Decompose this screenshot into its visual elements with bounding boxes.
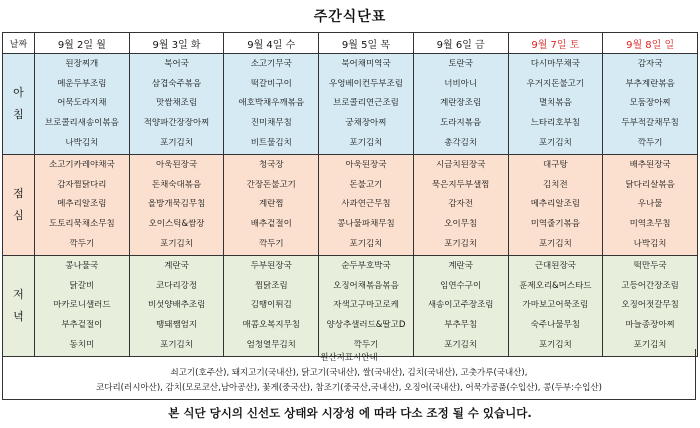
menu-item: 북어채미역국 [341,59,391,70]
dinner-cell-sat [508,256,603,357]
menu-item: 적양파간장장아찌 [143,118,210,129]
menu-item: 포기김치 [444,339,478,350]
menu-item-list [35,256,129,356]
menu-item: 감자찜닭다리 [57,179,107,190]
menu-item: 포기김치 [349,137,383,148]
menu-item-list [224,155,318,255]
menu-item-list [224,54,318,154]
menu-item: 부추겉절이 [61,320,103,331]
menu-item: 고등어간장조림 [621,280,679,291]
menu-item-list [414,54,508,154]
menu-item: 깍두기 [258,238,284,249]
menu-item: 브로콜리연근조림 [333,98,399,109]
menu-item: 포기김치 [538,137,572,148]
menu-item-list [35,155,129,255]
menu-item: 나박김치 [65,137,99,148]
meal-label-char: 저 [13,288,24,301]
lunch-label [3,155,35,256]
menu-item: 두부적갈채무침 [621,118,679,129]
breakfast-label [3,54,35,155]
menu-item: 소고기무국 [250,59,292,70]
menu-item: 오징어젓갈무침 [621,300,679,311]
menu-item: 콩나물파채무침 [337,219,395,230]
day-header-sun: 9월 8일 일 [603,33,698,54]
menu-item: 훈제오리&머스타드 [519,280,592,291]
menu-item: 감자전 [448,199,473,210]
meal-label-char: 심 [13,209,24,222]
lunch-cell-sat [508,155,603,256]
menu-item: 마카로니샐러드 [53,300,111,311]
breakfast-cell-thu [319,54,414,155]
menu-item: 닭다리살볶음 [625,179,675,190]
menu-item-list [509,155,603,255]
breakfast-cell-tue [129,54,224,155]
menu-item: 메추리알조림 [530,199,580,210]
menu-item: 땡돼쨈엄지 [156,320,198,331]
menu-item: 계란국 [448,261,473,272]
menu-item: 사과연근무침 [341,199,391,210]
menu-item: 콩나물국 [65,261,99,272]
menu-item: 깍두기 [637,137,663,148]
menu-item: 김땡이튀김 [250,300,292,311]
menu-item: 포기김치 [538,339,572,350]
menu-item: 코다리강정 [156,280,198,291]
menu-item: 북어국 [164,59,189,70]
origin-line-2: 코다리(러시아산), 감치(모로코산,남아공산), 꽃게(중국산), 참조기(중국산,국내산), 오징어(국내산), 어묵가공품(수입산), 콩(두부:수입산) [96,383,602,393]
menu-item: 배추겉절이 [250,219,292,230]
dinner-label [3,256,35,357]
menu-item: 숙주나물무침 [530,320,580,331]
menu-item: 대구탕 [543,160,568,171]
menu-item: 포기김치 [160,137,193,148]
menu-item: 삼겹숙주볶음 [151,78,202,89]
origin-line-1: 쇠고기(호주산), 돼지고기(국내산), 닭고기(국내산), 쌀(국내산), 김치(국내산), 고춧가루(국내산), [170,368,528,378]
dinner-cell-tue [129,256,224,357]
menu-item: 메추리알조림 [57,199,107,210]
menu-item: 포기김치 [160,339,193,350]
dinner-row [3,256,698,357]
menu-item: 임연수구이 [440,280,482,291]
header-row [3,33,698,54]
menu-item: 찜닭조림 [254,280,288,291]
dinner-cell-wed [224,256,319,357]
menu-item: 떡만두국 [633,261,667,272]
menu-item: 진미채무침 [250,118,292,129]
menu-item: 포기김치 [538,238,572,249]
menu-item: 닭갈비 [69,280,95,291]
menu-item: 자색고구마고로케 [333,300,399,311]
menu-item: 다시마무채국 [530,59,580,70]
menu-item: 오이스틱&쌈장 [148,219,205,230]
menu-item-list [509,54,603,154]
menu-item-list [603,155,697,255]
menu-item: 가마보고어묵조림 [522,300,589,311]
menu-item-list [130,155,224,255]
menu-item: 돈불고기 [349,179,383,190]
menu-item: 어묵도라지채 [57,98,107,109]
menu-item: 총각김치 [444,137,478,148]
lunch-cell-wed [224,155,319,256]
breakfast-cell-sun [603,54,698,155]
day-header-sat: 9월 7일 토 [508,33,603,54]
menu-item: 소고기카레야채국 [49,160,115,171]
menu-item: 도토리묵채소무침 [49,219,115,230]
menu-item: 아욱된장국 [345,160,387,171]
breakfast-row [3,54,698,155]
menu-item: 부추계란볶음 [625,78,675,89]
menu-item: 순두부호박국 [341,261,391,272]
menu-item: 포기김치 [160,238,193,249]
menu-item-list [414,256,508,356]
adjustment-notice: 본 식단 당시의 신선도 상태와 시장성 에 따라 다소 조정 될 수 있습니다. [168,406,532,420]
lunch-cell-fri [413,155,508,256]
menu-item: 돈채숙대볶음 [151,179,202,190]
menu-item: 포기김치 [633,339,667,350]
menu-item: 묵은지두부샐찜 [431,179,490,190]
day-header-mon: 9월 2일 월 [35,33,130,54]
origin-title: 원산지표시안내 [320,353,378,363]
lunch-cell-thu [319,155,414,256]
menu-item: 비섯양배추조림 [147,300,206,311]
day-header-thu: 9월 5일 목 [319,33,414,54]
menu-item: 맛쌈채조림 [156,98,198,109]
lunch-row [3,155,698,256]
menu-item: 우엉베이컨두부조림 [329,78,403,89]
breakfast-cell-mon [35,54,130,155]
menu-item: 도라지볶음 [440,118,482,129]
menu-item: 동치미 [69,339,95,350]
menu-item: 깍두기 [353,339,379,350]
menu-item: 깍두기 [69,238,95,249]
menu-item-list [414,155,508,255]
lunch-cell-sun [603,155,698,256]
menu-item: 느타리호부침 [530,118,580,129]
menu-item-list [130,256,224,356]
meal-label-char: 점 [13,187,24,200]
weekly-menu-table [2,32,698,357]
meal-label-char: 아 [13,86,24,99]
day-header-wed: 9월 4일 수 [224,33,319,54]
menu-item: 감자국 [637,59,663,70]
breakfast-section [3,54,698,155]
menu-item: 간장돈불고기 [246,179,296,190]
menu-item: 계란찜 [258,199,284,210]
menu-item: 두부된장국 [250,261,292,272]
menu-item: 궁채장아찌 [345,118,387,129]
menu-item: 애호박채우깨볶음 [238,98,305,109]
menu-item: 근대된장국 [534,261,576,272]
menu-item: 오이무침 [444,219,478,230]
breakfast-cell-wed [224,54,319,155]
menu-item-list [509,256,603,356]
menu-item: 된장찌개 [65,59,99,70]
lunch-cell-mon [35,155,130,256]
dinner-section [3,256,698,357]
menu-item: 오징어채볶음볶음 [333,280,399,291]
day-header-tue: 9월 3일 화 [129,33,224,54]
menu-item: 미역초무침 [629,219,671,230]
menu-item: 멸치볶음 [538,98,572,109]
meal-label-char: 침 [13,108,24,121]
menu-item: 우나물 [637,199,663,210]
menu-item: 양상추샐러드&딸고D [326,320,406,331]
menu-item-list [319,155,413,255]
menu-item-list [319,256,413,356]
menu-item-list [603,54,697,154]
menu-item: 배추된장국 [629,160,671,171]
menu-item: 올방개묵김무침 [147,199,206,210]
menu-item: 토란국 [448,59,473,70]
menu-item: 우거지돈불고기 [526,78,585,89]
meal-label-char: 녁 [13,310,24,323]
menu-item: 마늘종장아찌 [625,320,675,331]
menu-item: 나박김치 [633,238,667,249]
breakfast-cell-fri [413,54,508,155]
menu-item: 청국장 [258,160,284,171]
page-title: 주간식단표 [313,9,387,25]
menu-item: 새송이고주장조림 [427,300,494,311]
day-header-fri: 9월 6일 금 [413,33,508,54]
dinner-cell-mon [35,256,130,357]
dinner-cell-thu [319,256,414,357]
menu-item: 비트물김치 [250,137,292,148]
breakfast-cell-sat [508,54,603,155]
menu-item: 모둠장아찌 [629,98,671,109]
menu-item-list [603,256,697,356]
menu-item: 김치전 [543,179,568,190]
menu-item: 메운두부조림 [57,78,107,89]
menu-item: 포기김치 [349,238,383,249]
menu-item: 계란국 [164,261,189,272]
menu-item-list [319,54,413,154]
menu-item: 너비아니 [444,78,478,89]
origin-notice [2,349,696,400]
menu-item: 떡갈비구이 [250,78,292,89]
lunch-section [3,155,698,256]
menu-item-list [224,256,318,356]
menu-item: 계란장조림 [440,98,482,109]
menu-item: 시금치된장국 [436,160,486,171]
menu-item: 아욱된장국 [156,160,198,171]
menu-item: 미역줄기볶음 [530,219,580,230]
menu-item: 매콤오복지무침 [242,320,300,331]
menu-item: 엄청열무김치 [246,339,296,350]
date-corner-header: 날짜 [3,33,35,54]
dinner-cell-sun [603,256,698,357]
menu-item: 브로콜리새송이볶음 [44,118,119,129]
menu-item-list [130,54,224,154]
menu-item: 포기김치 [444,238,478,249]
menu-item-list [35,54,129,154]
dinner-cell-fri [413,256,508,357]
lunch-cell-tue [129,155,224,256]
menu-item: 부추무침 [444,320,478,331]
